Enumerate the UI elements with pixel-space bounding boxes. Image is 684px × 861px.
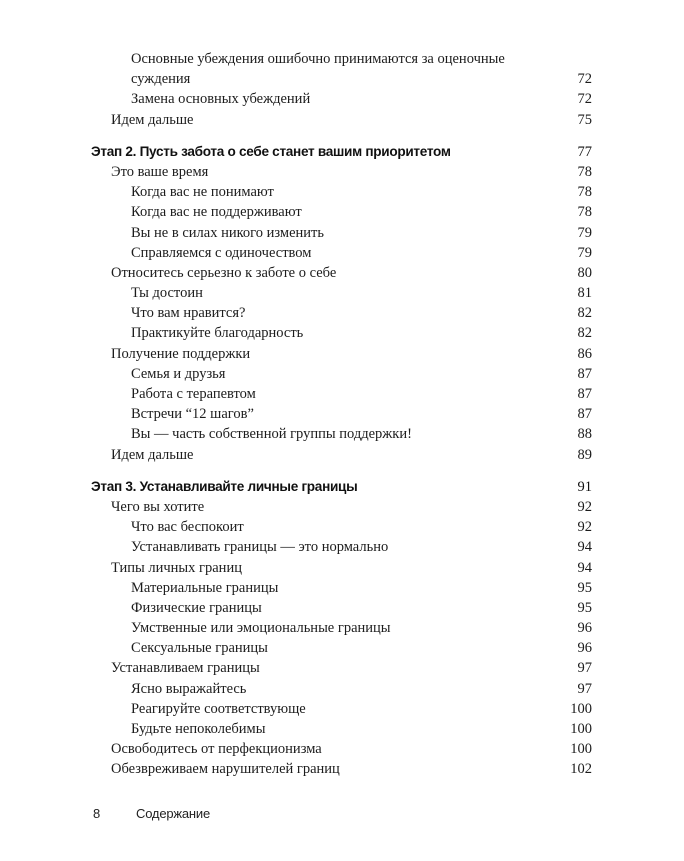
toc-entry-title: Ясно выражайтесь bbox=[131, 680, 247, 697]
toc-entry-title: Семья и друзья bbox=[131, 365, 226, 382]
toc-entry-title: Типы личных границ bbox=[111, 559, 242, 576]
toc-entry-page: 87 bbox=[577, 365, 592, 382]
toc-subsection-entry bbox=[91, 699, 594, 719]
toc-entry-page: 79 bbox=[577, 244, 592, 261]
toc-entry-page: 89 bbox=[577, 446, 592, 463]
toc-entry-page: 72 bbox=[577, 91, 592, 108]
toc-subsection-entry bbox=[91, 303, 594, 323]
toc-section-entry bbox=[91, 759, 594, 779]
toc-entry-title: Когда вас не поддерживают bbox=[131, 204, 302, 221]
toc-entry-page: 94 bbox=[577, 559, 592, 576]
toc-entry-title: Основные убеждения ошибочно принимаются за оценочные суждения bbox=[131, 51, 505, 88]
toc-subsection-entry bbox=[91, 517, 594, 537]
toc-entry-page: 97 bbox=[577, 680, 592, 697]
toc-entry-title: Практикуйте благодарность bbox=[131, 325, 304, 342]
toc-entry-page: 97 bbox=[577, 660, 592, 677]
toc-subsection-entry bbox=[91, 384, 594, 404]
toc-entry-title: Что вас беспокоит bbox=[131, 519, 244, 536]
toc-entry-title: Это ваше время bbox=[111, 163, 209, 180]
toc-entry-page: 95 bbox=[577, 579, 592, 596]
toc-entry-page: 78 bbox=[577, 163, 592, 180]
toc-subsection-entry bbox=[91, 404, 594, 424]
toc-entry-page: 95 bbox=[577, 599, 592, 616]
toc-entry-page: 77 bbox=[577, 143, 592, 160]
toc-entry-page: 94 bbox=[577, 539, 592, 556]
toc-entry-title: Обезвреживаем нарушителей границ bbox=[111, 761, 340, 778]
toc-entry-page: 91 bbox=[577, 478, 592, 495]
toc-section-entry bbox=[91, 445, 594, 465]
toc-subsection-entry bbox=[91, 719, 594, 739]
toc-subsection-entry bbox=[91, 283, 594, 303]
toc-entry-title: Замена основных убеждений bbox=[131, 91, 311, 108]
toc-entry-title: Когда вас не понимают bbox=[131, 184, 274, 201]
toc-section-entry bbox=[91, 558, 594, 578]
toc-subsection-entry bbox=[91, 537, 594, 557]
toc-entry-page: 102 bbox=[570, 761, 592, 778]
toc-entry-title: Относитесь серьезно к заботе о себе bbox=[111, 264, 337, 281]
toc-entry-page: 81 bbox=[577, 285, 592, 302]
toc-entry-page: 100 bbox=[570, 741, 592, 758]
toc-entry-title: Идем дальше bbox=[111, 111, 194, 128]
toc-entry-title: Устанавливать границы — это нормально bbox=[131, 539, 389, 556]
toc-entry-page: 96 bbox=[577, 640, 592, 657]
toc-entry-page: 87 bbox=[577, 406, 592, 423]
toc-entry-title: Устанавливаем границы bbox=[111, 660, 260, 677]
toc-entry-title: Справляемся с одиночеством bbox=[131, 244, 312, 261]
toc-entry-page: 92 bbox=[577, 498, 592, 515]
footer-page-number: 8 bbox=[93, 806, 101, 821]
toc-entry-page: 72 bbox=[577, 71, 592, 88]
toc-section-entry bbox=[91, 110, 594, 130]
toc-subsection-entry bbox=[91, 598, 594, 618]
toc-entry-page: 80 bbox=[577, 264, 592, 281]
toc-entry-page: 86 bbox=[577, 345, 592, 362]
toc-section-entry bbox=[91, 497, 594, 517]
toc-subsection-entry bbox=[91, 243, 594, 263]
toc-entry-title: Чего вы хотите bbox=[111, 498, 205, 515]
toc-subsection-entry bbox=[91, 202, 594, 222]
toc-subsection-entry bbox=[91, 49, 594, 89]
toc-entry-title: Умственные или эмоциональные границы bbox=[131, 620, 391, 637]
toc-entry-title: Вы не в силах никого изменить bbox=[131, 224, 324, 241]
toc-entry-title: Физические границы bbox=[131, 599, 262, 616]
toc-entry-page: 75 bbox=[577, 111, 592, 128]
toc-entry-title: Что вам нравится? bbox=[131, 305, 246, 322]
toc-entry-title: Реагируйте соответствующе bbox=[131, 700, 306, 717]
toc-entry-title: Материальные границы bbox=[131, 579, 279, 596]
toc-section-entry bbox=[91, 162, 594, 182]
section-spacer bbox=[91, 130, 594, 142]
section-spacer bbox=[91, 465, 594, 477]
toc-section-entry bbox=[91, 344, 594, 364]
toc-chapter-heading bbox=[91, 142, 594, 162]
toc-entry-title: Сексуальные границы bbox=[131, 640, 268, 657]
toc-chapter-heading bbox=[91, 477, 594, 497]
toc-entry-page: 100 bbox=[570, 700, 592, 717]
toc-entry-page: 82 bbox=[577, 305, 592, 322]
toc-entry-page: 87 bbox=[577, 386, 592, 402]
toc-entry-page: 92 bbox=[577, 519, 592, 536]
table-of-contents bbox=[91, 49, 594, 780]
toc-entry-page: 79 bbox=[577, 224, 592, 241]
toc-section-entry bbox=[91, 739, 594, 759]
toc-subsection-entry bbox=[91, 618, 594, 638]
toc-subsection-entry bbox=[91, 182, 594, 202]
toc-subsection-entry bbox=[91, 323, 594, 343]
footer-section-label: Содержание bbox=[136, 806, 210, 821]
toc-entry-page: 78 bbox=[577, 184, 592, 201]
toc-entry-title: Получение поддержки bbox=[111, 345, 251, 362]
toc-entry-title: Идем дальше bbox=[111, 446, 194, 463]
toc-subsection-entry bbox=[91, 679, 594, 699]
toc-entry-title: Этап 2. Пусть забота о себе станет вашим приоритетом bbox=[91, 143, 451, 159]
toc-entry-title: Вы — часть собственной группы поддержки! bbox=[131, 426, 412, 443]
toc-entry-title: Этап 3. Устанавливайте личные границы bbox=[91, 478, 358, 494]
toc-entry-title: Встречи “12 шагов” bbox=[131, 406, 254, 423]
toc-subsection-entry bbox=[91, 364, 594, 384]
toc-subsection-entry bbox=[91, 638, 594, 658]
toc-subsection-entry bbox=[91, 223, 594, 243]
toc-entry-page: 96 bbox=[577, 620, 592, 637]
toc-section-entry bbox=[91, 263, 594, 283]
toc-entry-title: Работа с терапевтом bbox=[131, 386, 256, 403]
toc-entry-page: 88 bbox=[577, 426, 592, 443]
toc-subsection-entry bbox=[91, 424, 594, 444]
toc-entry-title: Ты достоин bbox=[131, 285, 203, 302]
toc-entry-title: Освободитесь от перфекционизма bbox=[111, 741, 322, 758]
toc-entry-page: 78 bbox=[577, 204, 592, 221]
toc-entry-page: 82 bbox=[577, 325, 592, 342]
toc-entry-title: Будьте непоколебимы bbox=[131, 721, 266, 738]
toc-section-entry bbox=[91, 658, 594, 678]
toc-subsection-entry bbox=[91, 89, 594, 109]
toc-entry-page: 100 bbox=[570, 721, 592, 737]
toc-subsection-entry bbox=[91, 578, 594, 598]
